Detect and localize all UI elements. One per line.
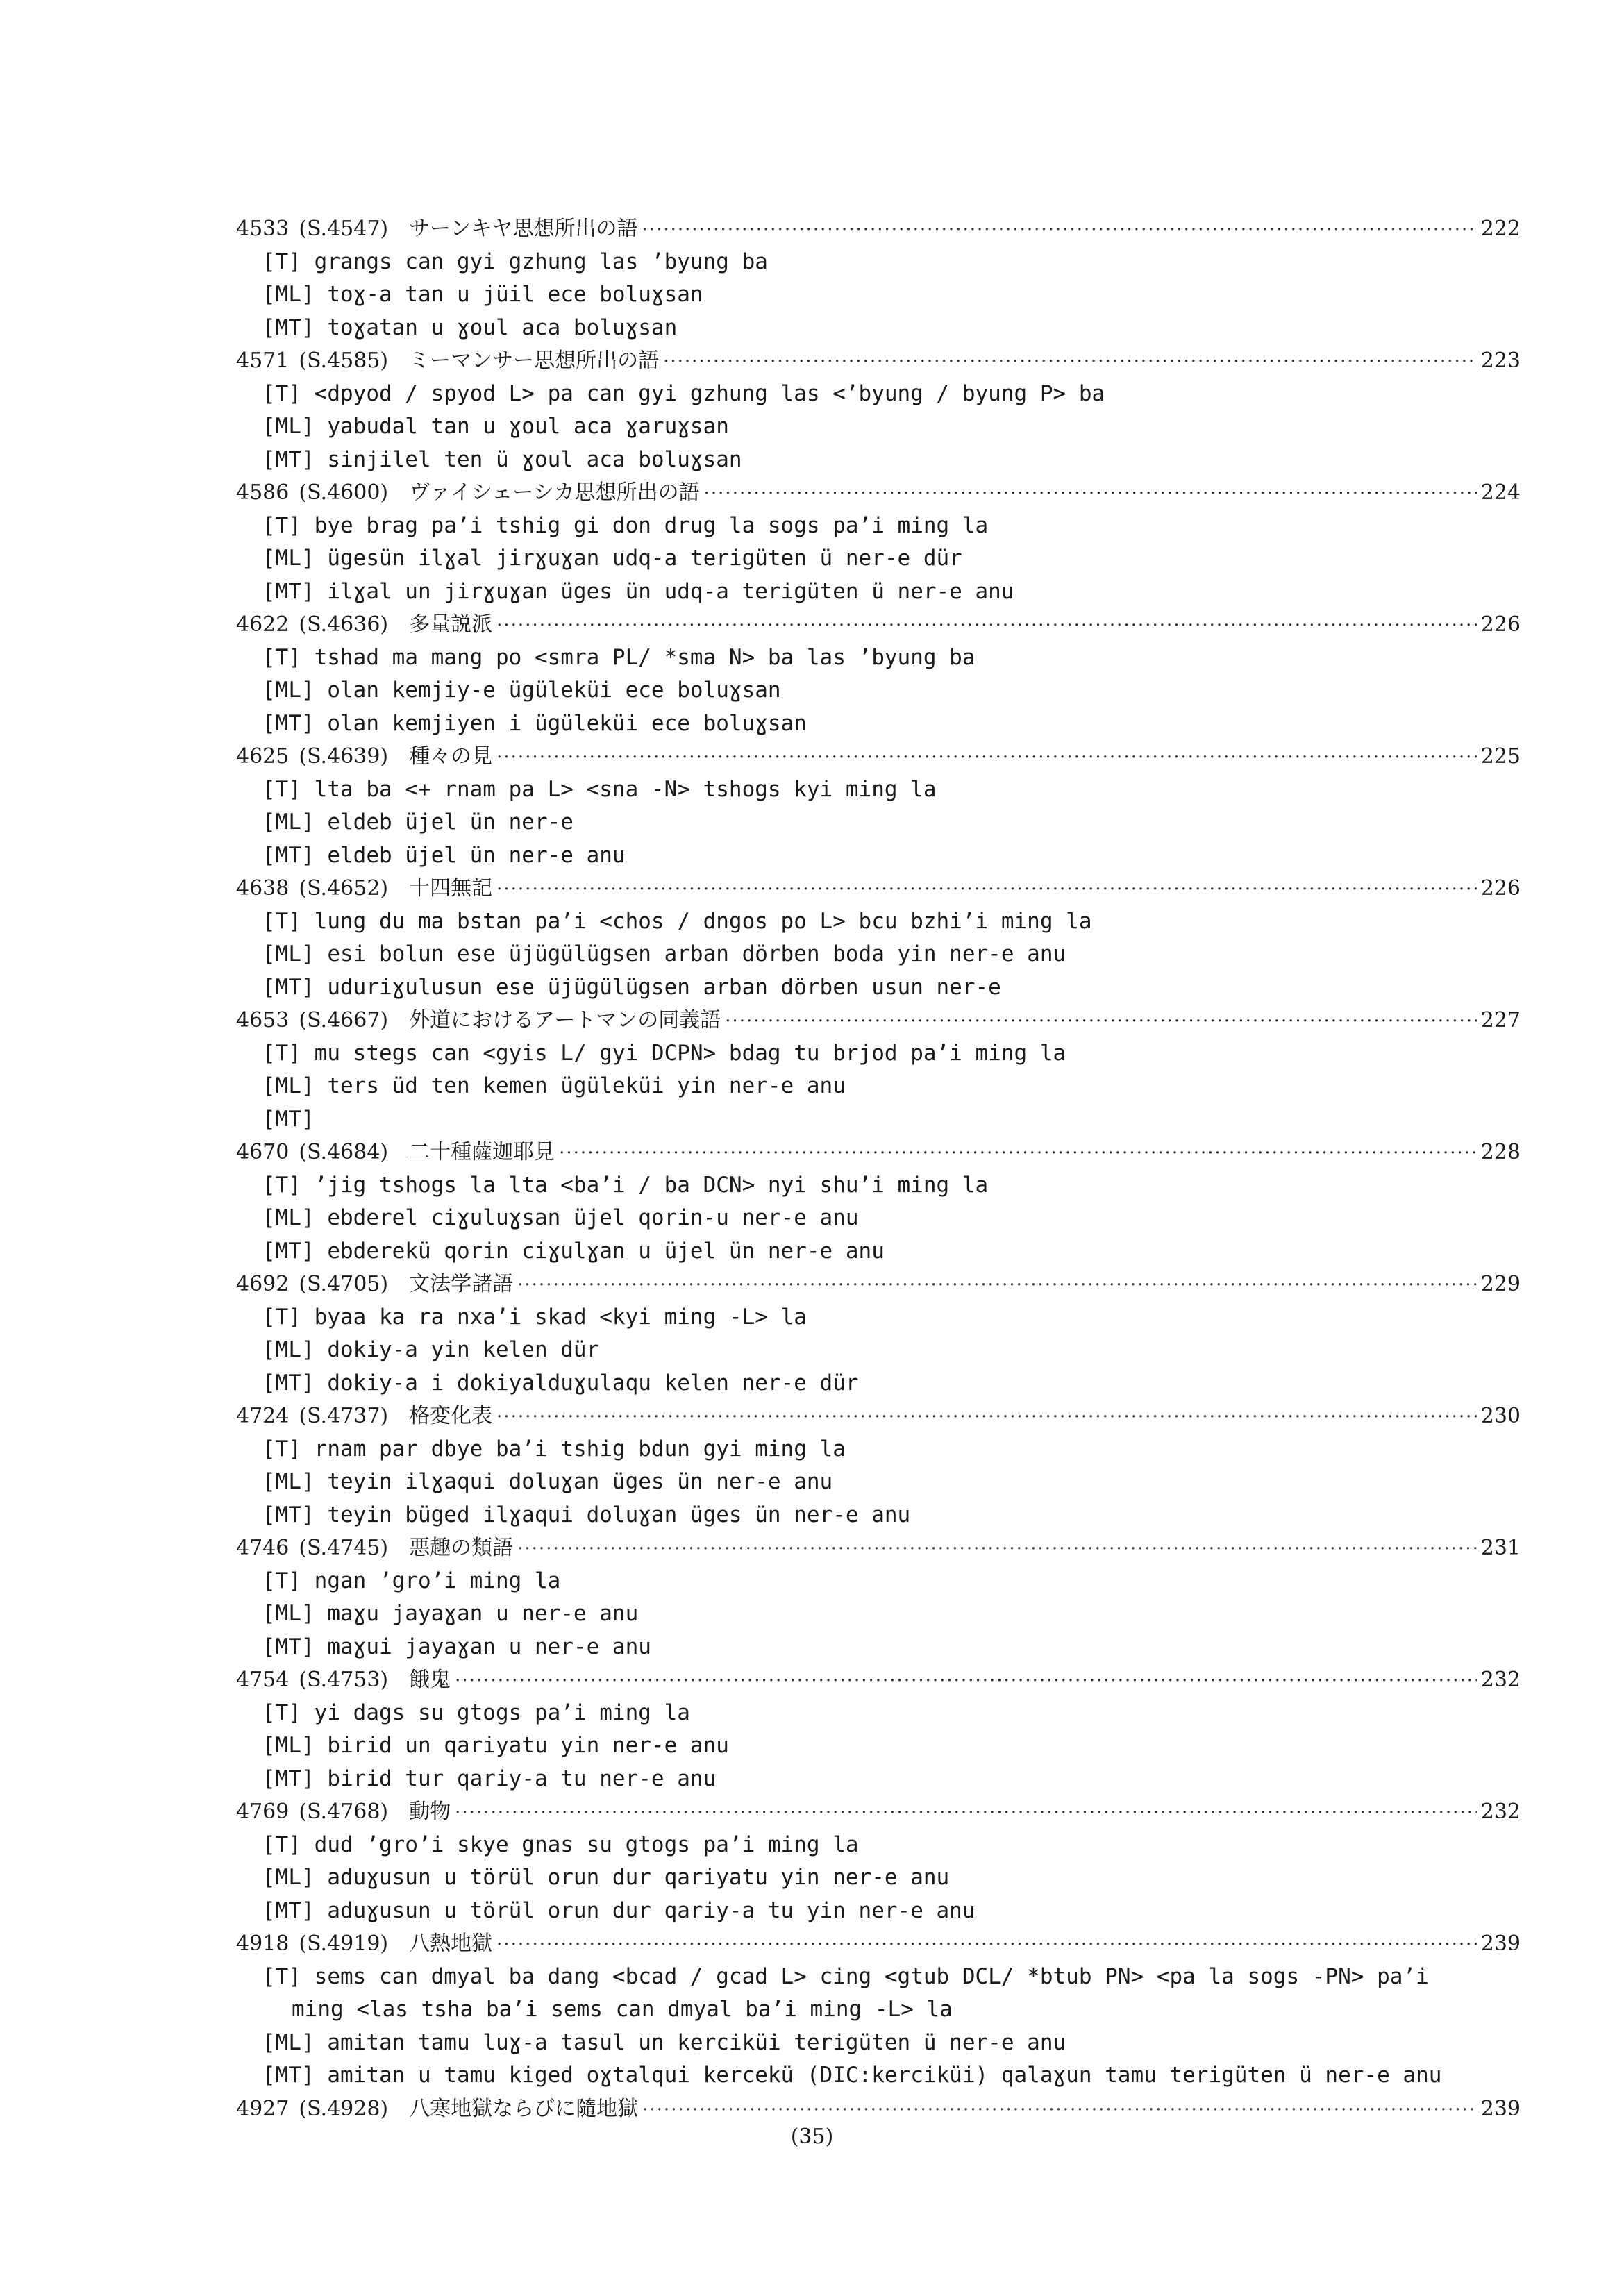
line-text: birid un qariyatu yin ner-e anu — [327, 1733, 729, 1758]
line-text: grangs can gyi gzhung las ’byung ba — [314, 249, 768, 274]
entry-line — [236, 1499, 1521, 1532]
entry-title: 種々の見 — [409, 744, 493, 769]
toc-entry — [236, 1136, 1521, 1169]
entry-number: 4653 — [236, 1008, 290, 1032]
entry-number: 4918 — [236, 1932, 290, 1956]
entry-number: 4746 — [236, 1536, 290, 1560]
line-text: eldeb üjel ün ner-e — [327, 810, 574, 835]
entry-number: 4622 — [236, 612, 290, 637]
line-text: birid tur qariy-a tu ner-e anu — [327, 1766, 717, 1791]
entry-line — [236, 1433, 1521, 1466]
entry-reference: (S.4600) — [299, 480, 389, 505]
line-text: yabudal tan u ɣoul aca ɣaruɣsan — [327, 414, 729, 439]
entry-line — [236, 1993, 1521, 2027]
line-text: dokiy-a yin kelen dür — [327, 1337, 600, 1362]
entry-line — [236, 773, 1521, 807]
line-tag: [ML] — [262, 1205, 315, 1230]
entry-line — [236, 1598, 1521, 1631]
entry-number: 4769 — [236, 1800, 290, 1824]
line-text: ebderekü qorin ciɣulɣan u üjel ün ner-e anu — [327, 1238, 885, 1264]
line-tag: [T] — [262, 1832, 301, 1857]
entry-title: 格変化表 — [409, 1404, 493, 1428]
line-text: ügesün ilɣal jirɣuɣan udq-a terigüten ü ner-e dür — [327, 546, 962, 571]
line-text: tshad ma mang po <smra PL/ *sma N> ba las ’byung ba — [314, 644, 976, 670]
entry-line — [236, 1829, 1521, 1862]
entry-number: 4625 — [236, 744, 290, 769]
line-tag: [ML] — [262, 2029, 315, 2055]
line-tag: [MT] — [262, 1370, 315, 1396]
toc-entry — [236, 872, 1521, 905]
line-text: ters üd ten kemen ügüleküi yin ner-e anu — [327, 1073, 846, 1098]
line-tag: [MT] — [262, 1766, 315, 1791]
entry-line — [236, 2059, 1521, 2093]
line-tag: [T] — [262, 249, 301, 274]
toc-entry — [236, 476, 1521, 510]
entry-line — [236, 938, 1521, 971]
entry-number: 4724 — [236, 1404, 290, 1428]
entry-line — [236, 1169, 1521, 1203]
line-text: toɣ-a tan u jüil ece boluɣsan — [327, 282, 703, 307]
entry-title: ミーマンサー思想所出の語 — [409, 349, 660, 373]
entry-page: 226 — [1480, 876, 1521, 900]
line-tag: [ML] — [262, 1469, 315, 1494]
line-text: amitan tamu luɣ-a tasul un kerciküi terigüten ü ner-e anu — [327, 2029, 1066, 2055]
line-tag: [T] — [262, 1304, 301, 1330]
entry-page: 232 — [1480, 1668, 1521, 1692]
entry-line — [236, 1202, 1521, 1235]
entry-line — [236, 905, 1521, 939]
line-tag: [ML] — [262, 941, 315, 966]
line-text: sinjilel ten ü ɣoul aca boluɣsan — [327, 446, 742, 472]
entry-title: サーンキヤ思想所出の語 — [409, 217, 638, 241]
entry-line — [236, 576, 1521, 609]
entry-page: 239 — [1480, 1932, 1521, 1956]
line-tag: [T] — [262, 644, 301, 670]
entry-line — [236, 542, 1521, 576]
entry-line — [236, 1763, 1521, 1796]
leader-dots — [496, 1401, 1477, 1434]
entry-title: 八熱地獄 — [409, 1932, 493, 1956]
toc-entry — [236, 608, 1521, 642]
line-text: olan kemjiyen i ügüleküi ece boluɣsan — [327, 710, 807, 736]
line-text: ebderel ciɣuluɣsan üjel qorin-u ner-e anu — [327, 1205, 859, 1230]
leader-dots — [496, 1929, 1477, 1962]
line-text: aduɣusun u törül orun dur qariyatu yin ner-e anu — [327, 1865, 950, 1890]
toc-entry — [236, 1004, 1521, 1037]
line-tag: [ML] — [262, 1733, 315, 1758]
entry-page: 231 — [1480, 1536, 1521, 1560]
entry-page: 228 — [1480, 1140, 1521, 1164]
line-tag: [T] — [262, 1700, 301, 1725]
entry-page: 224 — [1480, 480, 1521, 505]
entry-reference: (S.4547) — [299, 217, 389, 241]
entry-line — [236, 510, 1521, 543]
entry-reference: (S.4768) — [299, 1800, 389, 1824]
line-tag: [ML] — [262, 546, 315, 571]
line-text: maɣui jayaɣan u ner-e anu — [327, 1634, 651, 1659]
line-tag: [ML] — [262, 810, 315, 835]
entry-line — [236, 1631, 1521, 1664]
line-text: ilɣal un jirɣuɣan üges ün udq-a terigüten ü ner-e anu — [327, 578, 1014, 604]
entry-number: 4586 — [236, 480, 290, 505]
entry-line — [236, 1565, 1521, 1598]
leader-dots — [517, 1269, 1477, 1302]
entry-page: 222 — [1480, 217, 1521, 241]
line-tag: [T] — [262, 776, 301, 802]
leader-dots — [704, 478, 1477, 511]
line-tag: [MT] — [262, 974, 315, 1000]
entry-page: 230 — [1480, 1404, 1521, 1428]
toc-entry — [236, 2093, 1521, 2126]
entry-reference: (S.4928) — [299, 2096, 389, 2121]
entry-page: 227 — [1480, 1008, 1521, 1032]
leader-dots — [455, 1665, 1477, 1698]
line-text: teyin ilɣaqui doluɣan üges ün ner-e anu — [327, 1469, 833, 1494]
entry-reference: (S.4585) — [299, 349, 389, 373]
line-tag: [ML] — [262, 282, 315, 307]
toc-page — [236, 212, 1521, 2125]
leader-dots — [455, 1797, 1477, 1830]
leader-dots — [725, 1005, 1476, 1039]
line-tag: [MT] — [262, 842, 315, 868]
leader-dots — [663, 346, 1477, 379]
entry-line — [236, 674, 1521, 707]
line-text: olan kemjiy-e ügüleküi ece boluɣsan — [327, 678, 781, 703]
line-tag: [ML] — [262, 1865, 315, 1890]
entry-line — [236, 1070, 1521, 1103]
entry-page: 223 — [1480, 349, 1521, 373]
line-tag: [ML] — [262, 414, 315, 439]
leader-dots — [496, 610, 1477, 643]
line-text: mu stegs can <gyis L/ gyi DCPN> bdag tu brjod pa’i ming la — [314, 1040, 1066, 1066]
entry-line — [236, 444, 1521, 477]
line-text: uduriɣulusun ese üjügülügsen arban dörben usun ner-e — [327, 974, 1001, 1000]
entry-reference: (S.4652) — [299, 876, 389, 900]
line-tag: [ML] — [262, 1337, 315, 1362]
entry-line — [236, 806, 1521, 839]
line-text: dokiy-a i dokiyalduɣulaqu kelen ner-e dür — [327, 1370, 859, 1396]
toc-entry — [236, 1532, 1521, 1565]
line-text: byaa ka ra nxa’i skad <kyi ming -L> la — [314, 1304, 807, 1330]
entry-title: 十四無記 — [409, 876, 493, 900]
entry-title: 動物 — [409, 1800, 451, 1824]
entry-title: 悪趣の類語 — [409, 1536, 514, 1560]
line-text: teyin büged ilɣaqui doluɣan üges ün ner-e anu — [327, 1502, 911, 1527]
line-tag: [T] — [262, 1568, 301, 1593]
line-tag: [MT] — [262, 1634, 315, 1659]
entry-reference: (S.4919) — [299, 1932, 389, 1956]
line-tag: [MT] — [262, 1106, 315, 1132]
line-tag: [T] — [262, 1172, 301, 1198]
entry-line — [236, 1466, 1521, 1499]
entry-line — [236, 1235, 1521, 1268]
entry-line — [236, 410, 1521, 444]
entry-page: 239 — [1480, 2096, 1521, 2121]
toc-entry — [236, 1268, 1521, 1301]
entry-line — [236, 1103, 1521, 1137]
line-text: ngan ’gro’i ming la — [314, 1568, 561, 1593]
leader-dots — [517, 1533, 1477, 1566]
line-tag: [MT] — [262, 315, 315, 340]
entry-line — [236, 1729, 1521, 1763]
entry-line — [236, 278, 1521, 312]
entry-reference: (S.4667) — [299, 1008, 389, 1032]
entry-title: 外道におけるアートマンの同義語 — [409, 1008, 721, 1032]
line-text: <dpyod / spyod L> pa can gyi gzhung las <’byung / byung P> ba — [314, 380, 1105, 406]
line-text: bye brag pa’i tshig gi don drug la sogs pa’i ming la — [314, 512, 989, 538]
line-tag: [T] — [262, 908, 301, 934]
line-tag: [MT] — [262, 578, 315, 604]
entry-title: 二十種薩迦耶見 — [409, 1140, 555, 1164]
line-tag: [MT] — [262, 446, 315, 472]
line-tag: [MT] — [262, 710, 315, 736]
entry-line — [236, 1037, 1521, 1071]
line-tag: [ML] — [262, 678, 315, 703]
line-text: lta ba <+ rnam pa L> <sna -N> tshogs kyi ming la — [314, 776, 937, 802]
entry-line — [236, 839, 1521, 873]
line-tag: [ML] — [262, 1601, 315, 1626]
line-tag: [MT] — [262, 1502, 315, 1527]
entry-page: 226 — [1480, 612, 1521, 637]
entry-page: 225 — [1480, 744, 1521, 769]
entry-number: 4670 — [236, 1140, 290, 1164]
page-number: (35) — [790, 2125, 834, 2149]
entry-title: 文法学諸語 — [409, 1272, 514, 1296]
entry-line — [236, 1301, 1521, 1334]
line-text: yi dags su gtogs pa’i ming la — [314, 1700, 690, 1725]
line-text: dud ’gro’i skye gnas su gtogs pa’i ming la — [314, 1832, 859, 1857]
entry-title: 八寒地獄ならびに隨地獄 — [409, 2096, 639, 2121]
toc-entry — [236, 212, 1521, 246]
leader-dots — [642, 2094, 1477, 2127]
line-text: lung du ma bstan pa’i <chos / dngos po L> bcu bzhi’i ming la — [314, 908, 1092, 934]
entry-number: 4754 — [236, 1668, 290, 1692]
line-tag: [T] — [262, 380, 301, 406]
line-tag: [T] — [262, 1436, 301, 1461]
entry-line — [236, 642, 1521, 675]
line-text: toɣatan u ɣoul aca boluɣsan — [327, 315, 678, 340]
line-text: esi bolun ese üjügülügsen arban dörben boda yin ner-e anu — [327, 941, 1066, 966]
toc-entry — [236, 344, 1521, 378]
entry-title: 多量説派 — [409, 612, 493, 637]
entry-reference: (S.4753) — [299, 1668, 389, 1692]
entry-reference: (S.4684) — [299, 1140, 389, 1164]
entry-number: 4571 — [236, 349, 290, 373]
entry-number: 4927 — [236, 2096, 290, 2121]
leader-dots — [496, 741, 1477, 775]
entry-reference: (S.4636) — [299, 612, 389, 637]
line-tag: [MT] — [262, 1238, 315, 1264]
line-text: ming <las tsha ba’i sems can dmyal ba’i ming -L> la — [292, 1997, 953, 2022]
entry-reference: (S.4745) — [299, 1536, 389, 1560]
line-tag: [MT] — [262, 2063, 315, 2088]
leader-dots — [559, 1137, 1477, 1171]
leader-dots — [642, 214, 1477, 247]
line-text: maɣu jayaɣan u ner-e anu — [327, 1601, 639, 1626]
line-text: eldeb üjel ün ner-e anu — [327, 842, 626, 868]
entry-line — [236, 1697, 1521, 1730]
toc-entry — [236, 1795, 1521, 1829]
entry-line — [236, 246, 1521, 279]
entry-line — [236, 1861, 1521, 1895]
line-text: amitan u tamu kiged oɣtalqui kercekü (DIC:kerciküi) qalaɣun tamu terigüten ü ner-e anu — [327, 2063, 1442, 2088]
toc-entry — [236, 1400, 1521, 1433]
toc-entry — [236, 1664, 1521, 1697]
toc-entry — [236, 1927, 1521, 1961]
entry-line — [236, 2027, 1521, 2060]
entry-number: 4638 — [236, 876, 290, 900]
entry-line — [236, 312, 1521, 345]
entry-number: 4692 — [236, 1272, 290, 1296]
entry-line — [236, 1334, 1521, 1367]
line-tag: [ML] — [262, 1073, 315, 1098]
line-text: aduɣusun u törül orun dur qariy-a tu yin ner-e anu — [327, 1897, 976, 1923]
entry-line — [236, 378, 1521, 411]
line-tag: [MT] — [262, 1897, 315, 1923]
entry-page: 229 — [1480, 1272, 1521, 1296]
line-tag: [T] — [262, 1963, 301, 1989]
entry-line — [236, 1961, 1521, 1994]
entry-line — [236, 971, 1521, 1005]
entry-reference: (S.4737) — [299, 1404, 389, 1428]
entry-page: 232 — [1480, 1800, 1521, 1824]
line-tag: [T] — [262, 1040, 301, 1066]
entry-line — [236, 1367, 1521, 1400]
entry-number: 4533 — [236, 217, 290, 241]
line-text: rnam par dbye ba’i tshig bdun gyi ming la — [314, 1436, 846, 1461]
entry-reference: (S.4639) — [299, 744, 389, 769]
line-tag: [T] — [262, 512, 301, 538]
entry-reference: (S.4705) — [299, 1272, 389, 1296]
entry-title: 餓鬼 — [409, 1668, 451, 1692]
leader-dots — [496, 873, 1477, 907]
entry-line — [236, 1895, 1521, 1928]
line-text: ’jig tshogs la lta <ba’i / ba DCN> nyi shu’i ming la — [314, 1172, 989, 1198]
entry-line — [236, 707, 1521, 741]
entry-title: ヴァイシェーシカ思想所出の語 — [409, 480, 700, 505]
line-text: sems can dmyal ba dang <bcad / gcad L> cing <gtub DCL/ *btub PN> <pa la sogs -PN> pa’i — [314, 1963, 1429, 1989]
toc-entry — [236, 740, 1521, 773]
